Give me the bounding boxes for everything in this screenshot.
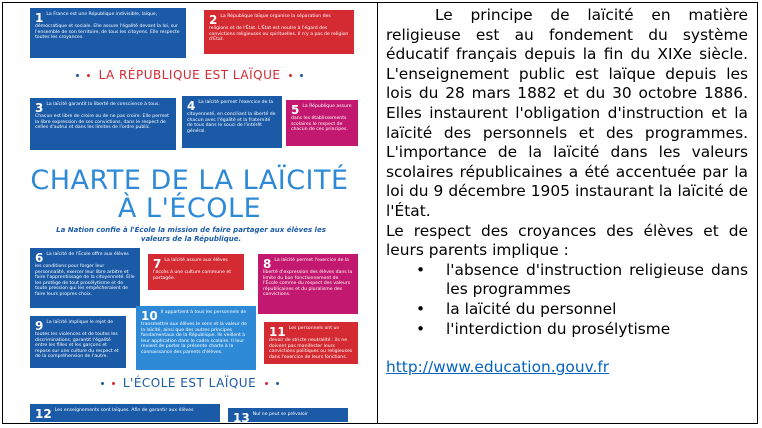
card-number: 10 <box>141 309 158 323</box>
list-item-text: l'interdiction du prosélytisme <box>446 319 671 338</box>
dot-icon <box>101 382 104 385</box>
dot-icon <box>265 382 268 385</box>
card-text: La laïcité assure aux élèves l'accès à une culture commune et partagée. <box>153 258 231 281</box>
list-item <box>386 300 748 320</box>
dot-icon <box>300 74 303 77</box>
list-item <box>386 320 748 340</box>
dot-icon <box>87 74 90 77</box>
card-text: La France est une République indivisible, laïque, démocratique et sociale. Elle assure l'égalité devant la loi, sur l'ensemble de son territoire, de tous les citoyens. Elle respecte toutes les croyances. <box>35 12 180 41</box>
list-item <box>386 261 748 300</box>
card-text: Nul ne peut se prévaloir <box>252 412 308 417</box>
poster-card-12 <box>30 404 220 422</box>
section-republique <box>6 68 373 82</box>
dot-icon <box>276 382 279 385</box>
card-number: 11 <box>269 325 286 339</box>
card-number: 12 <box>35 407 52 421</box>
card-number: 4 <box>187 99 196 113</box>
card-number: 8 <box>263 257 272 271</box>
card-text: La République assure dans les établissements scolaires le respect de chacun de ces principes. <box>291 104 352 133</box>
charte-laicite-poster <box>6 6 373 422</box>
card-text: Les enseignements sont laïques. Afin de garantir aux élèves <box>54 408 194 413</box>
poster-card-13 <box>228 408 348 422</box>
dot-icon <box>76 74 79 77</box>
card-text: La laïcité garantit la liberté de conscience à tous. Chacun est libre de croire ou de ne pas croire. Elle permet la libre expression de ses convictions, dans le respect de celles d'autrui et dans les limites de l'ordre public. <box>35 102 169 131</box>
poster-title-line1: CHARTE DE LA LAÏCITÉ <box>30 165 349 196</box>
card-number: 5 <box>291 103 300 117</box>
poster-card-8 <box>258 254 358 314</box>
poster-card-6 <box>30 248 140 308</box>
card-text: La laïcité permet l'exercice de la citoyenneté, en conciliant la liberté de chacun avec l'égalité et la fraternité de tous dans le souci de l'intérêt général. <box>187 100 276 134</box>
dot-icon <box>289 74 292 77</box>
card-number: 9 <box>35 319 44 333</box>
poster-card-1 <box>30 8 186 58</box>
card-text: La laïcité de l'École offre aux élèves les conditions pour forger leur personnalité, exercer leur libre arbitre et faire l'apprentissage de la citoyenneté. Elle les protège de tout prosélytisme et de toute pression qui les empêcheraient de faire leurs propres choix. <box>35 252 135 297</box>
poster-card-3 <box>30 98 176 150</box>
column-divider <box>377 2 378 424</box>
poster-card-10 <box>136 306 256 370</box>
dot-icon <box>112 382 115 385</box>
card-number: 2 <box>209 13 218 27</box>
bullet-icon: • <box>416 260 426 279</box>
card-number: 7 <box>153 257 162 271</box>
paragraph-history: Le principe de laïcité en matière religieuse est au fondement du système éducatif français depuis la fin du XIXe siècle. L'enseignement public est laïque depuis les lois du 28 mars 1882 et du 30 octobre 1886. Elles instaurent l'obligation d'instruction et la laïcité des personnels et des programmes. L'importance de la laïcité dans les valeurs scolaires républicaines a été accentuée par la loi du 9 décembre 1905 instaurant la laïcité de l'État. <box>386 6 748 220</box>
bullet-list <box>386 261 748 339</box>
card-text: Il appartient à tous les personnels de transmettre aux élèves le sens et la valeur de la laïcité, ainsi que des autres principes fondamentaux de la République. Ils veillent à leur application dans le cadre scolaire. Il leur revient de porter la présente charte à la connaissance des parents d'élèves. <box>141 310 247 355</box>
poster-card-2 <box>204 10 354 54</box>
bullet-icon: • <box>416 319 426 338</box>
bullet-icon: • <box>416 299 426 318</box>
card-text: Les personnels ont un devoir de stricte neutralité : ils ne doivent pas manifester leurs convictions politiques ou religieuses dans l'exercice de leurs fonctions. <box>269 326 353 360</box>
section-ecole-label: L'ÉCOLE EST LAÏQUE <box>122 376 257 390</box>
education-gouv-link[interactable]: http://www.education.gouv.fr <box>386 358 610 377</box>
paragraph-respect: Le respect des croyances des élèves et de leurs parents implique : <box>386 221 748 260</box>
poster-card-4 <box>182 96 282 148</box>
list-item-text: l'absence d'instruction religieuse dans les programmes <box>446 260 748 299</box>
poster-title-line2: À L'ÉCOLE <box>117 193 262 224</box>
text-column <box>386 6 748 378</box>
card-number: 3 <box>35 101 44 115</box>
poster-subtitle: La Nation confie à l'École la mission de faire partager aux élèves les valeurs de la République. <box>56 226 326 243</box>
card-text: La laïcité implique le rejet de toutes les violences et de toutes les discriminations, garantit l'égalité entre les filles et les garçons et repose sur une culture du respect et de la compréhension de l'autre. <box>35 320 119 360</box>
card-text: La laïcité permet l'exercice de la liberté d'expression des élèves dans la limite du bon fonctionnement de l'École comme du respect des valeurs républicaines et du pluralisme des convictions. <box>263 258 353 298</box>
section-ecole <box>6 376 373 390</box>
card-number: 6 <box>35 251 44 265</box>
poster-card-9 <box>30 316 126 368</box>
card-text: La République laïque organise la séparation des religions et de l'État. L'État est neutre à l'égard des convictions religieuses ou spirituelles. Il n'y a pas de religion d'État. <box>209 14 349 43</box>
list-item-text: la laïcité du personnel <box>446 299 617 318</box>
card-number: 13 <box>233 411 250 422</box>
poster-card-5 <box>286 100 358 146</box>
card-number: 1 <box>35 11 44 25</box>
poster-card-7 <box>148 254 244 290</box>
poster-card-11 <box>264 322 358 364</box>
section-republique-label: LA RÉPUBLIQUE EST LAÏQUE <box>98 68 281 82</box>
